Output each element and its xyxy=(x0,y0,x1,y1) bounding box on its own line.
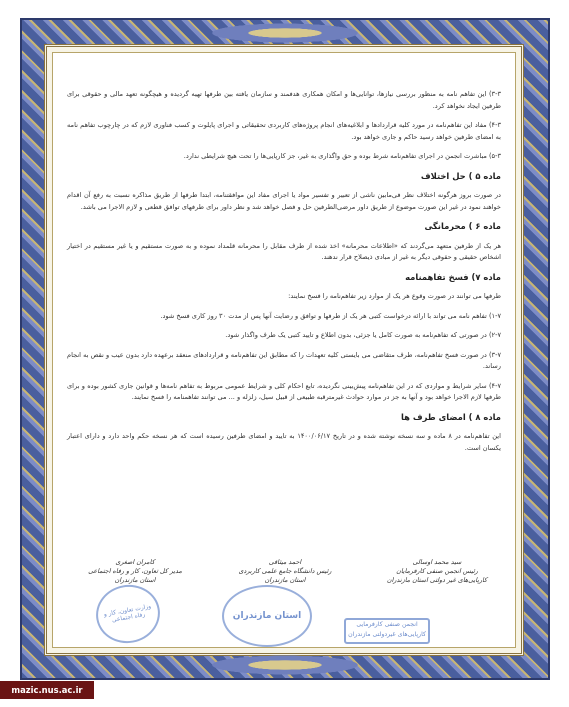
province-stamp-text: استان مازندران xyxy=(232,611,302,621)
article-6-heading: ماده ۶ ) محرمانگی xyxy=(424,221,501,231)
clause-7-1: ۱-۷) تفاهم نامه می تواند با ارائه درخواست کتبی هر یک از طرفها و توافق و رضایت آنها پس از مدت ۳۰ روز کاری فسخ شود. xyxy=(160,311,501,320)
signature-university xyxy=(220,558,350,585)
signature-association xyxy=(372,558,502,585)
clause-7-3: ۳-۷) در صورت فسخ تفاهم‌نامه، طرف متقاضی می بایستی کلیه تعهدات را که مطابق این تفاهم‌نامه و قراردادهای منعقد برعهده دارد بدون عیب و نقص به انجام رساند. xyxy=(67,350,501,370)
signatory-organization: استان مازندران xyxy=(264,576,306,584)
clause-3-5: ۵-۳) مباشرت انجمن در اجرای تفاهم‌نامه شرط بوده و حق واگذاری به غیر، جز کارپایی‌ها را تحت هیچ شرایطی ندارد. xyxy=(183,152,501,160)
top-ornament xyxy=(200,22,370,44)
article-5-text: در صورت بروز هرگونه اختلاف نظر فی‌مابین ناشی از تعبیر و تفسیر مواد یا اجرای مفاد این موافقتنامه، ابتدا طرفها از طریق مذاکره نسبت به رفع آن اقدام خواهند نمود در غیر این صورت موضوع از طریق داور مرضی‌الطرفین حل و فصل خواهد شد و نظر داور برای طرفهای توافق قطعی و لازم الاجرا می باشد. xyxy=(67,191,501,211)
association-stamp xyxy=(344,618,430,644)
province-stamp xyxy=(222,585,312,647)
clause-7-4: ۴-۷) سایر شرایط و مواردی که در این تفاهم‌نامه پیش‌بینی نگردیده، تابع احکام کلی و شرایط عمومی مربوط به تفاهم نامه‌ها و قوانین جاری کشور بوده و برای طرفها لازم الاجرا خواهد بود و آنها به جز در موارد حوادث غیرمترقبه طبیعی از قبیل سیل، زلزله و ... می توانند تفاهمنامه را فسخ نمایند. xyxy=(67,381,501,401)
signatory-title: مدیر کل تعاون، کار و رفاه اجتماعی xyxy=(88,567,182,575)
article-7-intro: طرفها می توانند در صورت وقوع هر یک از موارد زیر تفاهم‌نامه را فسخ نمایند: xyxy=(288,292,501,300)
signatory-title: رئیس انجمن صنفی کارفرمایان xyxy=(396,567,478,575)
association-stamp-line1: انجمن صنفی کارفرمایی xyxy=(356,621,418,628)
clause-3-3: ۳-۳) این تفاهم نامه به منظور بررسی نیازها، توانایی‌ها و امکان همکاری هدفمند و سازمان یافته بین طرفها تهیه گردیده و هیچگونه تعهد مالی و حقوقی برای طرفین ایجاد نخواهد کرد. xyxy=(67,90,501,110)
ministry-stamp-text: وزارت تعاون، کار و رفاه اجتماعی xyxy=(103,602,152,624)
signatory-title: رئیس دانشگاه جامع علمی کاربردی xyxy=(238,567,332,575)
signature-labor-office xyxy=(70,558,200,585)
bottom-ornament xyxy=(200,654,370,676)
clause-3-4: ۴-۳) مفاد این تفاهم‌نامه در مورد کلیه قراردادها و ابلاغیه‌های انجام پروژه‌های کاربردی تحقیقاتی و اجرای پایلوت و کسب فناوری لازم که در چارچوب تفاهم نامه به امضای طرفین خواهد رسید حاکم و جاری خواهد بود. xyxy=(67,121,501,141)
signatory-name: کامران اصغری xyxy=(115,558,155,566)
clause-7-2: ۲-۷) در صورتی که تفاهم‌نامه به صورت کامل یا جزئی، بدون اطلاع و تایید کتبی یک طرف واگذار شود. xyxy=(225,331,501,339)
signatory-organization: کارپایی‌های غیر دولتی استان مازندران xyxy=(386,576,488,584)
article-5-heading: ماده ۵ ) حل اختلاف xyxy=(420,170,501,181)
signatory-organization: استان مازندران xyxy=(114,576,156,584)
site-watermark: mazic.nus.ac.ir xyxy=(0,681,94,699)
article-6-text: هر یک از طرفین متعهد می‌گردند که «اطلاعات محرمانه» اخذ شده از طرف مقابل را محرمانه قلمداد نموده و به صورت مستقیم و یا غیر مستقیم در اختیار اشخاص حقیقی و حقوقی دیگر به غیر از مبادی ذیصلاح قرار ندهند. xyxy=(67,241,501,261)
signatory-name: احمد میثاقی xyxy=(268,558,302,566)
article-7-heading: ماده ۷) فسخ تفاهمنامه xyxy=(405,271,501,282)
association-stamp-line2: کارپایی‌های غیردولتی مازندران xyxy=(348,631,426,638)
article-8-text: این تفاهم‌نامه در ۸ ماده و سه نسخه نوشته شده و در تاریخ ۱۴۰۰/۰۶/۱۷ به تایید و امضای طرفین رسیده است که هر نسخه حکم واحد دارد و دارای اعتبار یکسان است. xyxy=(67,432,501,452)
article-8-heading: ماده ۸ ) امضای طرف ها xyxy=(400,411,501,422)
signatory-name: سید محمد اوسالی xyxy=(412,558,462,566)
